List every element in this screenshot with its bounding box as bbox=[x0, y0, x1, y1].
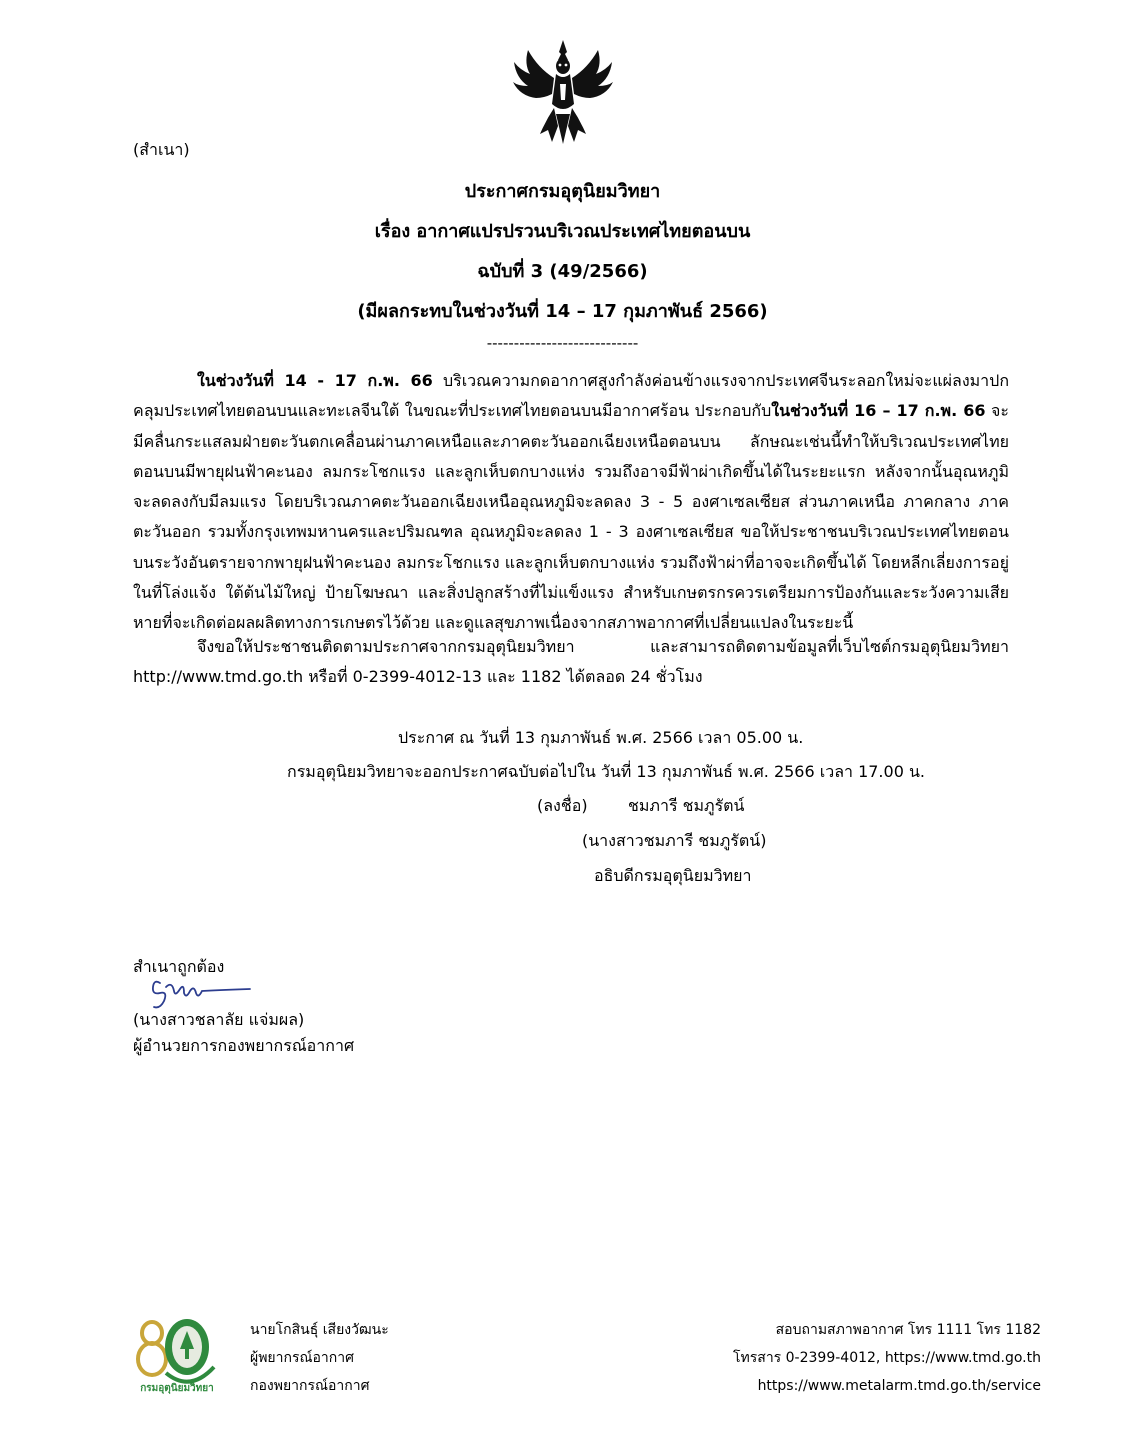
signatory-position: อธิบดีกรมอุตุนิยมวิทยา bbox=[594, 866, 752, 885]
certifier-name: (นางสาวชลาลัย แจ่มผล) bbox=[133, 1010, 305, 1029]
metalarm-link[interactable]: https://www.metalarm.tmd.go.th/service bbox=[757, 1378, 1041, 1394]
announcement-subject: เรื่อง อากาศแปรปรวนบริเวณประเทศไทยตอนบน bbox=[374, 221, 751, 242]
announcement-effective-period: (มีผลกระทบในช่วงวันที่ 14 – 17 กุมภาพันธ์ 2566) bbox=[357, 301, 768, 322]
next-announcement: กรมอุตุนิยมวิทยาจะออกประกาศฉบับต่อไปใน วันที่ 13 กุมภาพันธ์ พ.ศ. 2566 เวลา 17.00 น. bbox=[287, 762, 925, 781]
tmd-80th-anniversary-logo-icon bbox=[132, 1315, 222, 1401]
contact-phone: สอบถามสภาพอากาศ โทร 1111 โทร 1182 bbox=[775, 1322, 1041, 1338]
copy-mark: (สำเนา) bbox=[133, 140, 190, 159]
announcement-heading: ประกาศกรมอุตุนิยมวิทยา bbox=[464, 181, 661, 202]
footer-right-block bbox=[733, 1316, 1041, 1400]
announce-date: ประกาศ ณ วันที่ 13 กุมภาพันธ์ พ.ศ. 2566 เวลา 05.00 น. bbox=[398, 728, 804, 747]
body-paragraph-2 bbox=[133, 632, 1009, 693]
body-text-1: บริเวณความกดอากาศสูงกำลังค่อนข้างแรงจากประเทศจีนระลอกใหม่จะแผ่ลงมาปกคลุมประเทศไทยตอนบนและทะเลจีนใต้ ในขณะที่ประเทศไทยตอนบนมีอากาศร้อน ประกอบกับ bbox=[133, 371, 1010, 421]
header-divider: ---------------------------- bbox=[486, 334, 639, 352]
forecaster-name: นายโกสินธุ์ เสียงวัฒนะ bbox=[250, 1322, 389, 1338]
body-paragraph-1 bbox=[133, 366, 1009, 639]
certifier-position: ผู้อำนวยการกองพยากรณ์อากาศ bbox=[133, 1036, 355, 1055]
signatory-full-name: (นางสาวชมภารี ชมภูรัตน์) bbox=[582, 831, 767, 850]
body-text-3: จึงขอให้ประชาชนติดตามประกาศจากกรมอุตุนิยมวิทยา และสามารถติดตามข้อมูลที่เว็บไซต์กรมอุตุนิยมวิทยา http://www.tmd.go.th หรือที่ 0-2399-4012-13 และ 1182 ได้ตลอด 24 ชั่วโมง bbox=[133, 637, 1009, 687]
contact-fax-website[interactable]: โทรสาร 0-2399-4012, https://www.tmd.go.th bbox=[733, 1350, 1041, 1366]
body-bold-period-1: ในช่วงวันที่ 14 - 17 ก.พ. 66 bbox=[197, 371, 433, 390]
footer-left-block bbox=[250, 1316, 389, 1400]
announcement-number: ฉบับที่ 3 (49/2566) bbox=[477, 261, 648, 282]
signed-label: (ลงชื่อ) bbox=[537, 796, 588, 815]
signed-name: ชมภารี ชมภูรัตน์ bbox=[628, 796, 745, 815]
body-text-2: จะมีคลื่นกระแสลมฝ่ายตะวันตกเคลื่อนผ่านภาคเหนือและภาคตะวันออกเฉียงเหนือตอนบน ลักษณะเช่นนี้ทำให้บริเวณประเทศไทยตอนบนมีพายุฝนฟ้าคะนอง ลมกระโชกแรง และลูกเห็บตกบางแห่ง รวมถึงอาจมีฟ้าผ่าเกิดขึ้นได้ในระยะแรก หลังจากนั้นอุณหภูมิจะลดลงกับมีลมแรง โดยบริเวณภาคตะวันออกเฉียงเหนืออุณหภูมิจะลดลง 3 - 5 องศาเซลเซียส ส่วนภาคเหนือ ภาคกลาง ภาคตะวันออก รวมทั้งกรุงเทพมหานครและปริมณฑล อุณหภูมิจะลดลง 1 - 3 องศาเซลเซียส ขอให้ประชาชนบริเวณประเทศไทยตอนบนระวังอันตรายจากพายุฝนฟ้าคะนอง ลมกระโชกแรง และลูกเห็บตกบางแห่ง รวมถึงฟ้าผ่าที่อาจจะเกิดขึ้นได้ โดยหลีกเลี่ยงการอยู่ในที่โล่งแจ้ง ใต้ต้นไม้ใหญ่ ป้ายโฆษณา และสิ่งปลูกสร้างที่ไม่แข็งแรง สำหรับเกษตรกรควรเตรียมการป้องกันและระวังความเสียหายที่จะเกิดต่อผลผลิตทางการเกษตรไว้ด้วย และดูแลสุขภาพเนื่องจากสภาพอากาศที่เปลี่ยนแปลงในระยะนี้ bbox=[133, 401, 1009, 633]
certified-label: สำเนาถูกต้อง bbox=[133, 957, 225, 976]
garuda-emblem-icon bbox=[510, 38, 616, 146]
forecaster-title: ผู้พยากรณ์อากาศ bbox=[250, 1350, 354, 1366]
body-bold-period-2: ในช่วงวันที่ 16 – 17 ก.พ. 66 bbox=[771, 401, 986, 421]
logo-text: กรมอุตุนิยมวิทยา bbox=[140, 1383, 214, 1394]
forecaster-division: กองพยากรณ์อากาศ bbox=[250, 1378, 370, 1394]
